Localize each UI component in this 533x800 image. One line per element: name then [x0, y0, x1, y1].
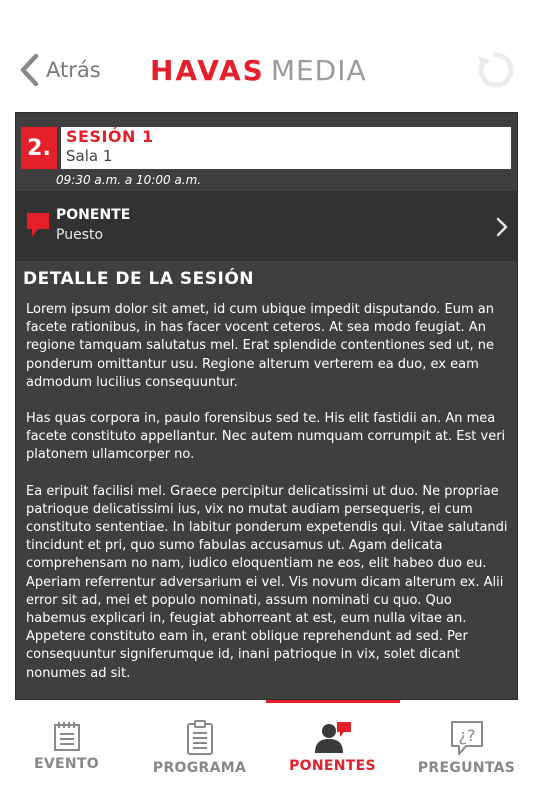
- tab-label: PONENTES: [289, 758, 376, 774]
- active-tab-indicator: [266, 700, 400, 703]
- detail-paragraph: Has quas corpora in, paulo forensibus sed te. His elit fastidii an. An mea facete constituto appellantur. Nec autem numquam corrumpit at. Est veri platonem ullamcorper no.: [26, 411, 506, 463]
- speaker-name: PONENTE: [56, 207, 131, 223]
- tab-preguntas[interactable]: [400, 720, 533, 790]
- chevron-left-icon: [18, 53, 40, 87]
- tab-label: PREGUNTAS: [417, 760, 516, 776]
- session-time: 09:30 a.m. a 10:00 a.m.: [56, 173, 202, 187]
- chevron-right-icon: [495, 217, 509, 237]
- session-detail-panel: [15, 112, 518, 700]
- tab-label: EVENTO: [34, 756, 99, 772]
- session-number-badge: 2.: [21, 127, 57, 169]
- refresh-icon[interactable]: [476, 50, 516, 90]
- svg-text:¿?: ¿?: [458, 726, 475, 745]
- detail-title: DETALLE DE LA SESIÓN: [23, 269, 255, 289]
- session-title: SESIÓN 1: [66, 127, 154, 146]
- tab-programa[interactable]: [133, 720, 266, 790]
- detail-body: [26, 301, 508, 700]
- speech-bubble-icon: [26, 212, 50, 238]
- detail-paragraph: Ea eripuit facilisi mel. Graece percipitur delicatissimi ut duo. Ne propriae patrioque delicatissimi ius, vix no mutat audiam persequeris, ei cum constituto sententiae. In labitur ponderum expetendis qui. Vitae salutandi tincidunt et pri, quo sumo fabulas accusamus ut. Agam delicata comprehensam no nam, iudico eloquentiam ne eos, elit habeo duo eu. Aperiam referrentur adversarium ei vel. Vis novum dicam alterum ex. Alii error sit ad, mei et populo nominati, assum nominati cu quo. Quo habemus explicari in, feugiat abhorreant at est, eum nulla vitae an. Appetere constituto eam in, erant oblique reprehendunt ad sed. Per consequuntur signiferumque id, inani patrioque in vix, solet dicant nonumes ad sit.: [26, 483, 508, 681]
- speaker-row[interactable]: [16, 191, 518, 261]
- back-button[interactable]: [18, 52, 101, 88]
- session-room: Sala 1: [66, 147, 113, 165]
- session-header: [21, 127, 511, 169]
- speaker-person-icon: [313, 720, 353, 754]
- tab-evento[interactable]: [0, 720, 133, 790]
- clipboard-icon: [185, 720, 215, 756]
- logo-primary-text: HAVAS: [150, 53, 265, 87]
- tab-label: PROGRAMA: [152, 760, 247, 776]
- back-label: Atrás: [46, 58, 101, 82]
- detail-paragraph: Lorem ipsum dolor sit amet, id cum ubique impedit disputando. Eum an facete rationibus, in has facer vocent ceteros. At sea modo feugiat. An regione tamquam salutatus mel. Erat splendide contentiones sed ut, ne ponderum omittantur usu. Regione alterum verterem ea duo, ex eam admodum lucilius consequuntur.: [26, 302, 495, 390]
- header: [0, 0, 533, 112]
- bottom-navigation: [0, 700, 533, 800]
- logo-secondary-text: MEDIA: [270, 53, 367, 87]
- speaker-role: Puesto: [56, 227, 104, 243]
- havas-media-logo: [150, 53, 367, 87]
- question-bubble-icon: [450, 720, 484, 756]
- session-title-box: [61, 127, 511, 169]
- notepad-icon: [52, 720, 82, 752]
- tab-ponentes[interactable]: [266, 720, 399, 790]
